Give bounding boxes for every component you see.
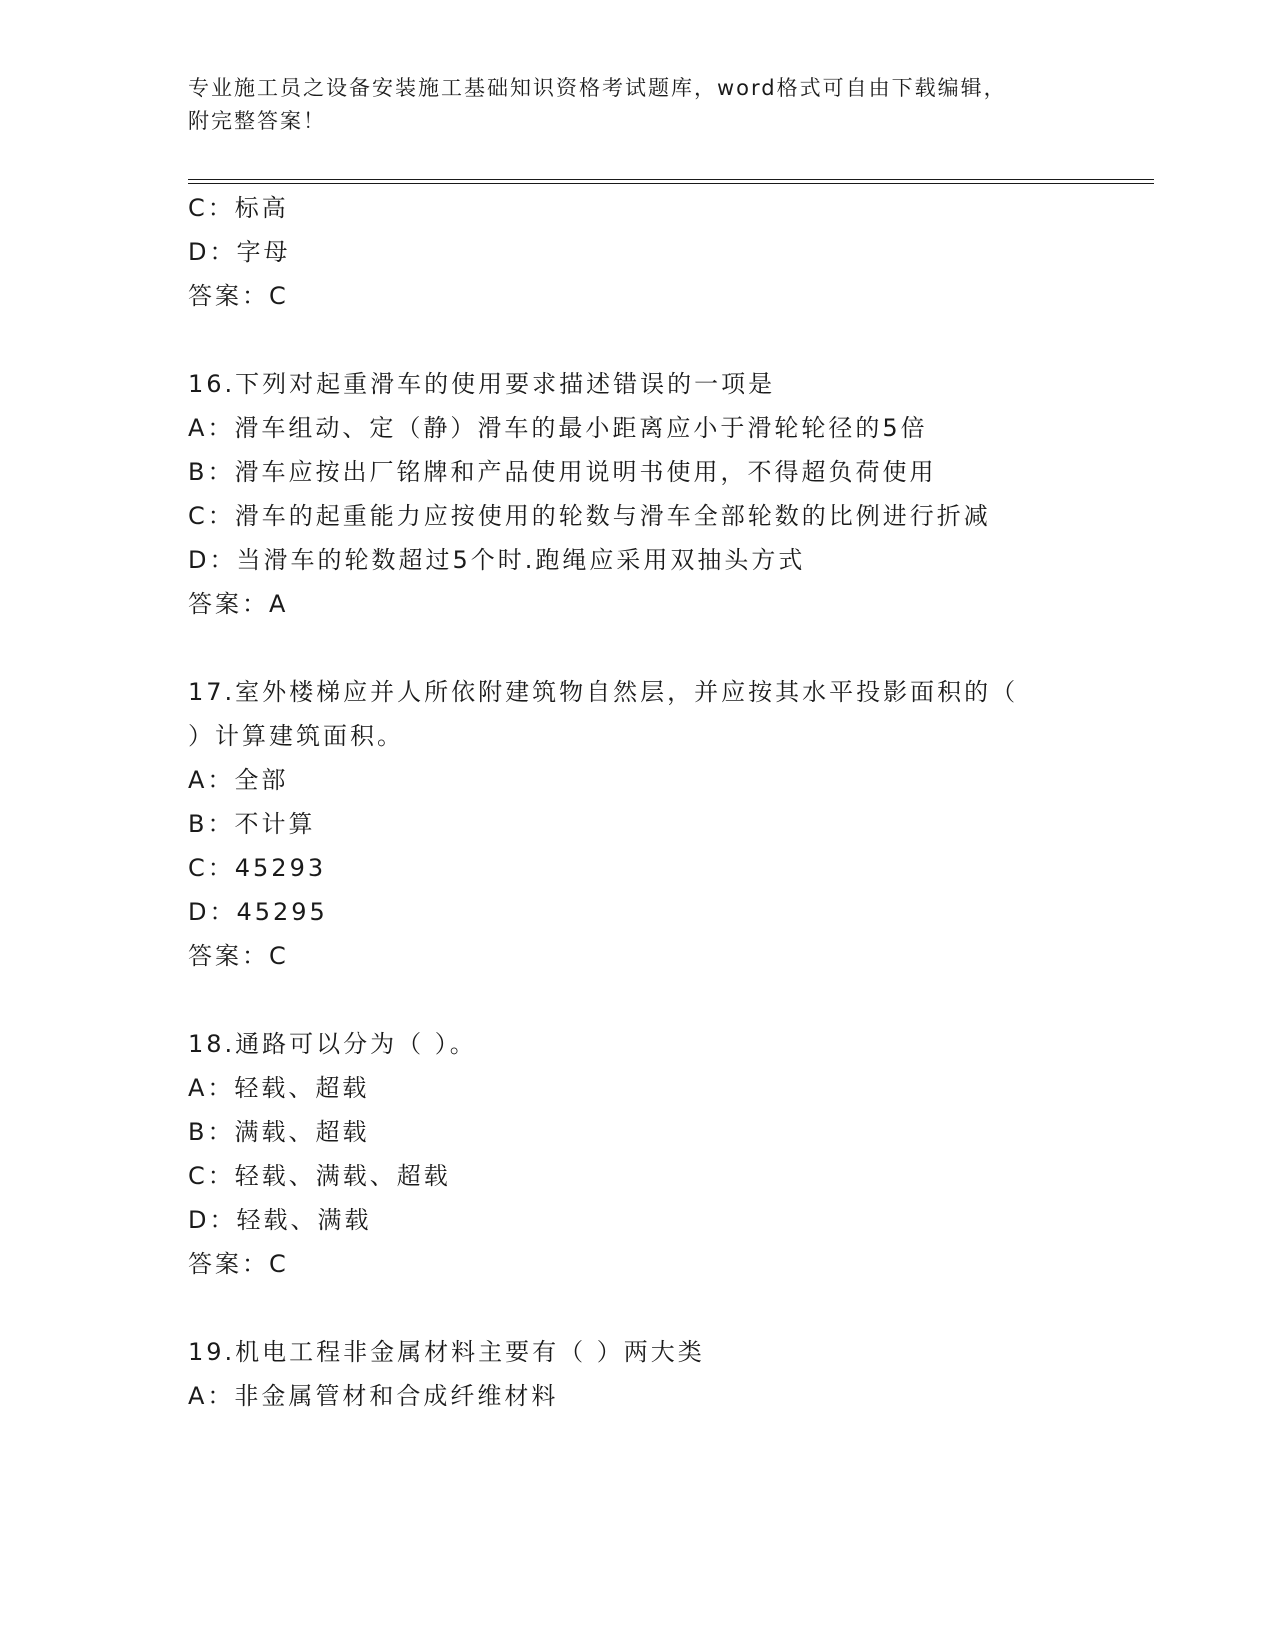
q18-option-c: C：轻载、满载、超载 <box>188 1162 451 1190</box>
q17-answer: 答案：C <box>188 942 289 970</box>
q17-option-b: B：不计算 <box>188 810 316 838</box>
q17-stem-line-2: ）计算建筑面积。 <box>188 722 404 750</box>
q16-answer: 答案：A <box>188 590 289 618</box>
q16-option-a: A：滑车组动、定（静）滑车的最小距离应小于滑轮轮径的5倍 <box>188 414 928 442</box>
header-divider-top <box>188 179 1154 180</box>
q16-option-b: B：滑车应按出厂铭牌和产品使用说明书使用，不得超负荷使用 <box>188 458 937 486</box>
q19-option-a: A：非金属管材和合成纤维材料 <box>188 1382 559 1410</box>
q18-option-a: A：轻载、超载 <box>188 1074 370 1102</box>
prev-option-d: D：字母 <box>188 238 291 266</box>
header-divider-bottom <box>188 183 1154 184</box>
document-header <box>188 72 1088 138</box>
q18-option-d: D：轻载、满载 <box>188 1206 372 1234</box>
prev-option-c: C：标高 <box>188 194 289 222</box>
q17-stem-line-1: 17.室外楼梯应并人所依附建筑物自然层，并应按其水平投影面积的（ <box>188 678 1019 706</box>
header-line-1: 专业施工员之设备安装施工基础知识资格考试题库，word格式可自由下载编辑， <box>188 76 1007 100</box>
header-line-2: 附完整答案！ <box>188 109 326 133</box>
q16-option-c: C：滑车的起重能力应按使用的轮数与滑车全部轮数的比例进行折减 <box>188 502 991 530</box>
q18-answer: 答案：C <box>188 1250 289 1278</box>
q17-option-d: D：45295 <box>188 898 328 926</box>
q16-stem: 16.下列对起重滑车的使用要求描述错误的一项是 <box>188 370 776 398</box>
q19-stem: 19.机电工程非金属材料主要有（ ）两大类 <box>188 1338 705 1366</box>
q18-option-b: B：满载、超载 <box>188 1118 370 1146</box>
q17-option-c: C：45293 <box>188 854 327 882</box>
prev-answer: 答案：C <box>188 282 289 310</box>
q17-option-a: A：全部 <box>188 766 289 794</box>
q18-stem: 18.通路可以分为（ ）。 <box>188 1030 477 1058</box>
q16-option-d: D：当滑车的轮数超过5个时.跑绳应采用双抽头方式 <box>188 546 806 574</box>
